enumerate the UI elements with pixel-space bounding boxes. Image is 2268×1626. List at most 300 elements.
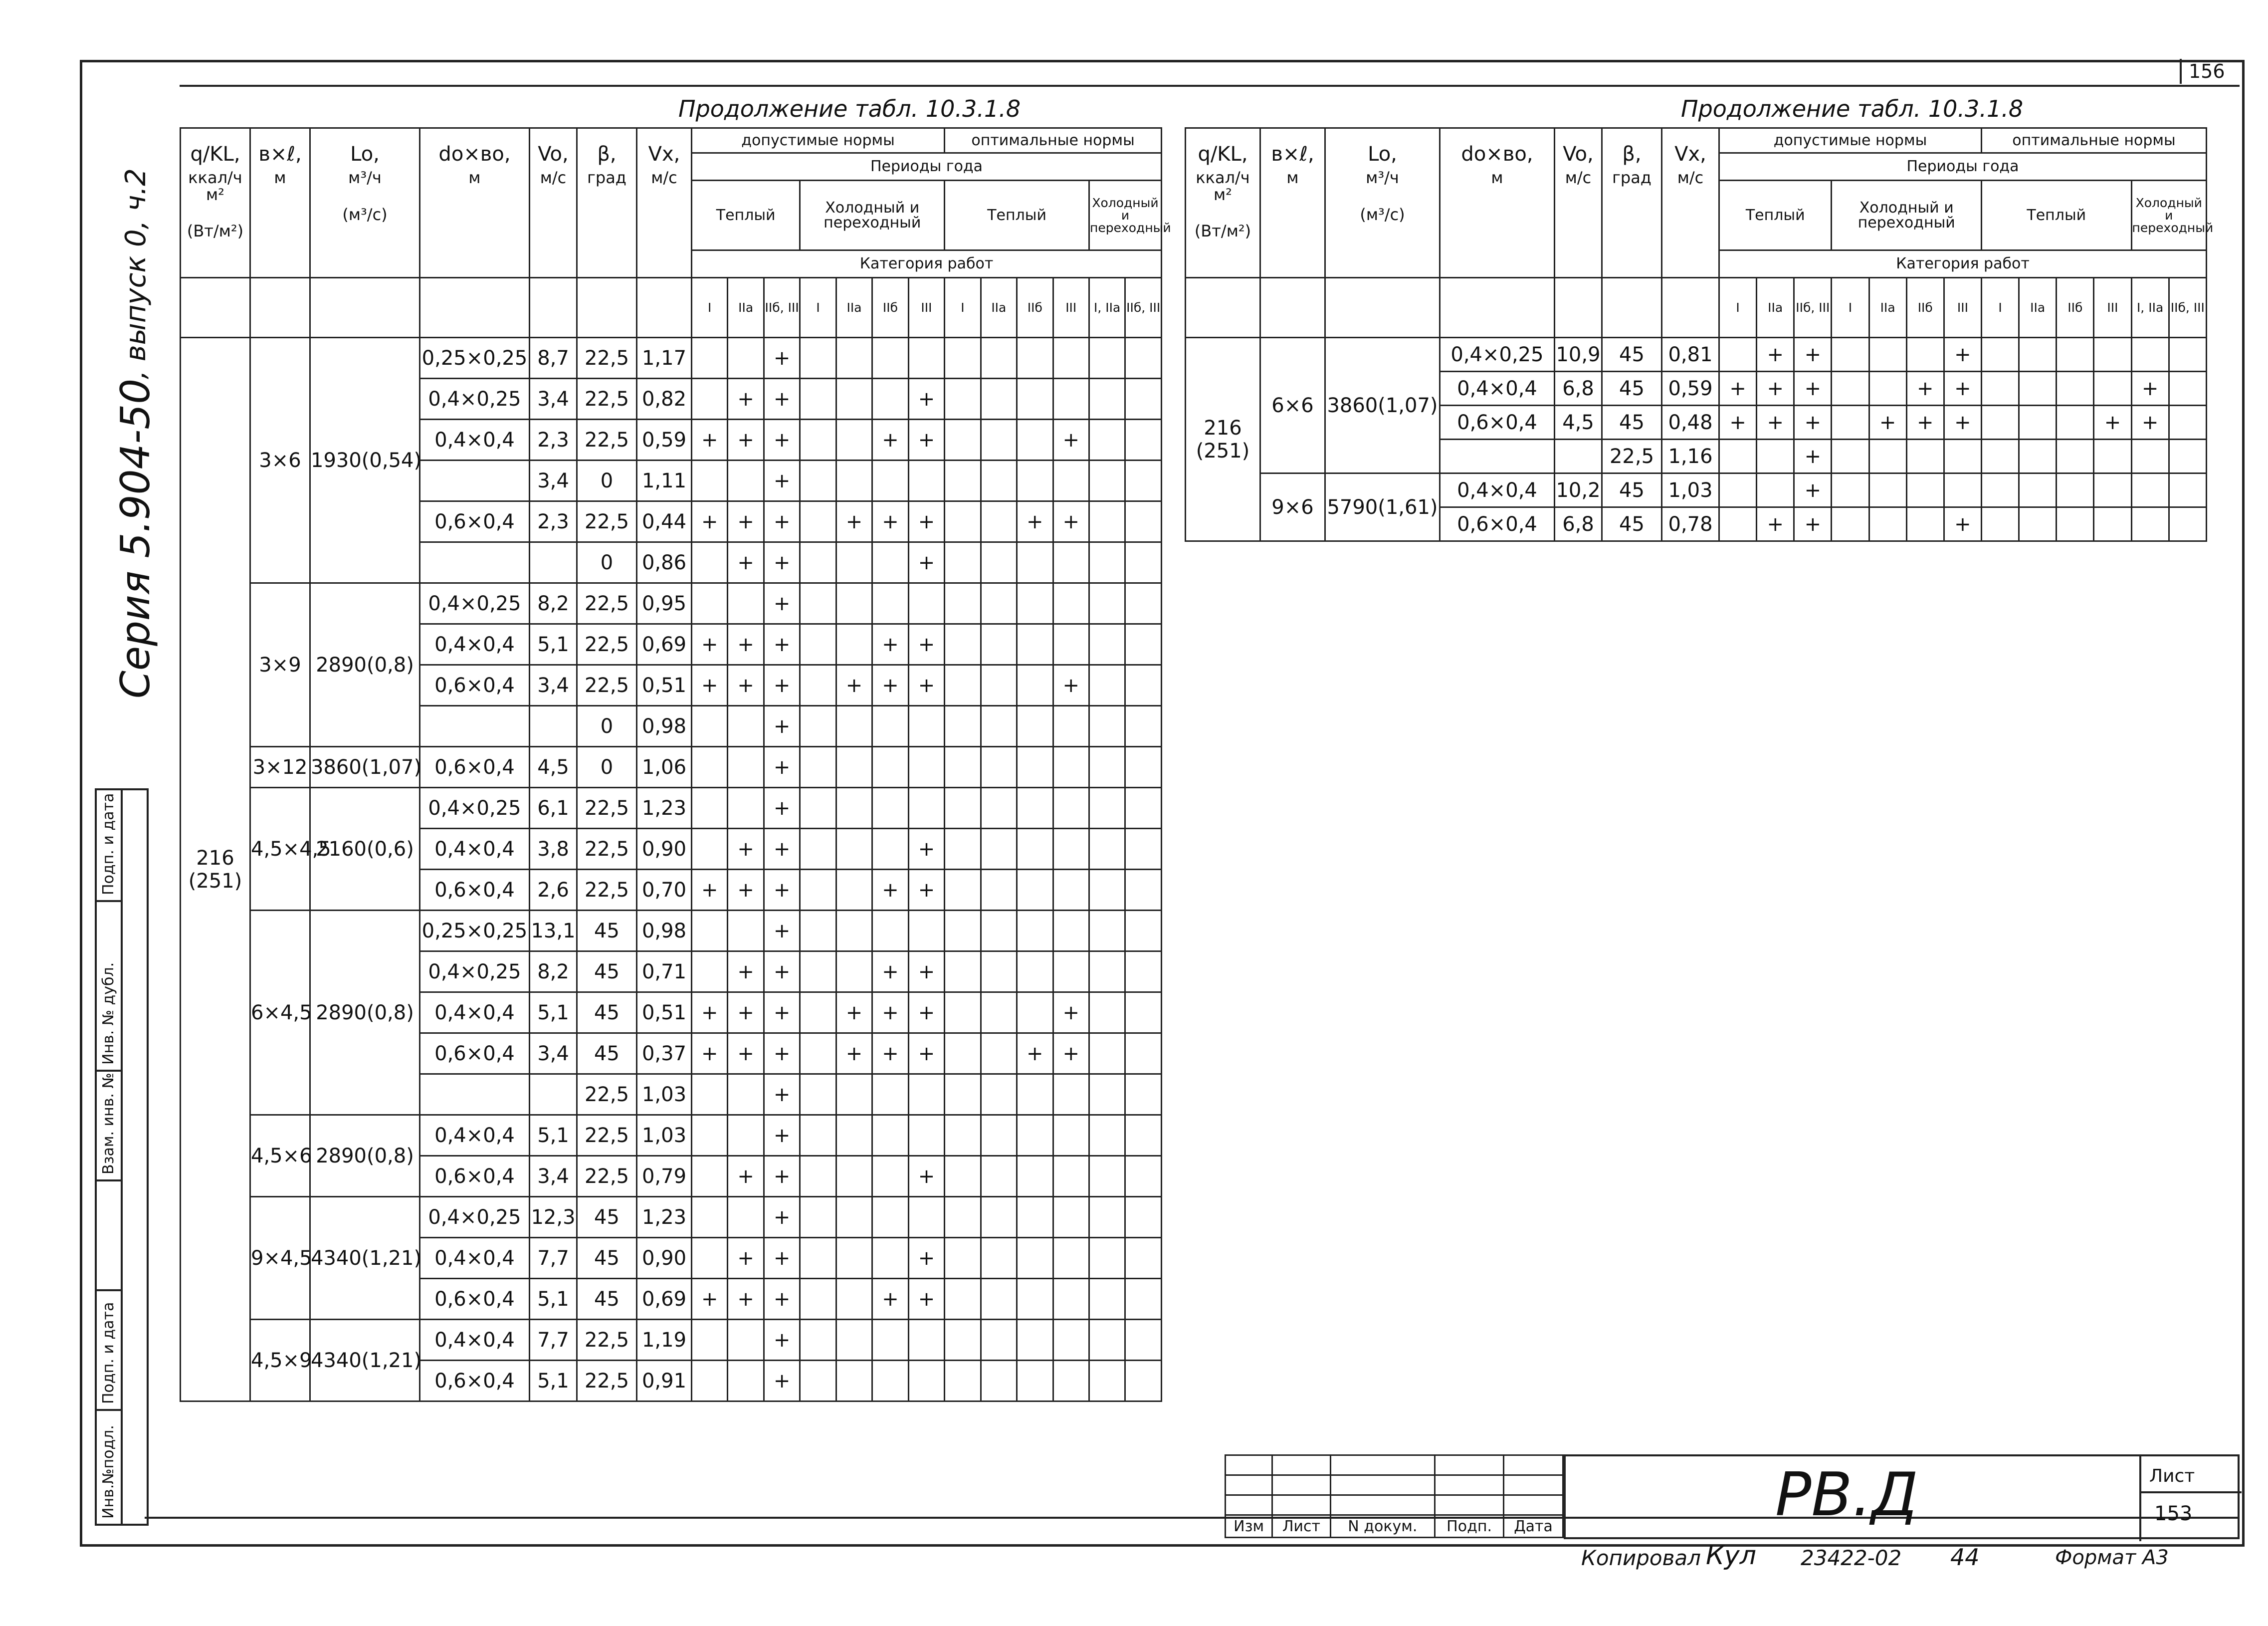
category-code: IIб, III — [1794, 278, 1832, 338]
empty-mark — [2131, 440, 2169, 473]
cell-d: 0,4×0,25 — [420, 788, 530, 829]
header-doxbo — [420, 128, 530, 278]
empty-mark — [2019, 338, 2057, 372]
plus-mark: + — [728, 1033, 764, 1074]
empty-mark — [1053, 1279, 1089, 1320]
category-code: I — [692, 278, 728, 338]
empty-mark — [1053, 1115, 1089, 1156]
empty-mark — [1089, 992, 1125, 1033]
empty-mark — [2019, 406, 2057, 440]
plus-mark: + — [1906, 406, 1944, 440]
empty-mark — [872, 829, 908, 870]
header-spacer — [250, 278, 310, 338]
empty-mark — [800, 788, 836, 829]
plus-mark: + — [764, 1361, 800, 1401]
empty-mark — [1869, 372, 1906, 406]
empty-mark — [1089, 1320, 1125, 1361]
header-bxl — [1260, 128, 1325, 278]
empty-mark — [945, 665, 981, 706]
plus-mark: + — [764, 911, 800, 951]
empty-mark — [836, 788, 872, 829]
cell-x: 0,98 — [637, 706, 692, 747]
empty-mark — [945, 951, 981, 992]
empty-mark — [1125, 1115, 1162, 1156]
cell-v — [1555, 440, 1602, 473]
empty-mark — [800, 583, 836, 624]
plus-mark: + — [2131, 406, 2169, 440]
side-stamp-4: Инв. № дубл. — [100, 962, 117, 1065]
empty-mark — [1089, 706, 1125, 747]
empty-mark — [872, 379, 908, 420]
cell-b: 45 — [577, 911, 637, 951]
side-stamp-3: Взам. инв. № — [100, 1073, 117, 1174]
cell-v: 2,3 — [530, 501, 577, 542]
empty-mark — [692, 788, 728, 829]
plus-mark: + — [908, 829, 944, 870]
empty-mark — [1906, 440, 1944, 473]
empty-mark — [2131, 338, 2169, 372]
plus-mark: + — [872, 501, 908, 542]
plus-mark: + — [872, 1033, 908, 1074]
empty-mark — [981, 338, 1017, 379]
side-stamp-5: Подп. и дата — [100, 793, 117, 895]
empty-mark — [945, 1238, 981, 1279]
empty-mark — [945, 1197, 981, 1238]
empty-mark — [836, 1320, 872, 1361]
stamp-col-izm: Изм — [1226, 1515, 1272, 1538]
plus-mark: + — [1053, 665, 1089, 706]
cell-v: 6,1 — [530, 788, 577, 829]
empty-mark — [908, 1115, 944, 1156]
empty-mark — [872, 1197, 908, 1238]
category-code: III — [2094, 278, 2131, 338]
airflow-cell: 1930(0,54) — [310, 338, 420, 583]
empty-mark — [908, 911, 944, 951]
cell-x: 1,03 — [637, 1115, 692, 1156]
cell-v: 7,7 — [530, 1238, 577, 1279]
empty-mark — [1906, 338, 1944, 372]
cell-d: 0,4×0,4 — [1440, 372, 1555, 406]
header-lo — [1325, 128, 1440, 278]
cell-b: 45 — [577, 1238, 637, 1279]
q-value-w: (251) — [188, 869, 242, 893]
cell-d: 0,25×0,25 — [420, 911, 530, 951]
footer-copied: Копировал — [1581, 1546, 1701, 1570]
cell-d: 0,6×0,4 — [420, 1279, 530, 1320]
empty-mark — [981, 1156, 1017, 1197]
empty-mark — [692, 461, 728, 501]
empty-mark — [1869, 473, 1906, 507]
empty-mark — [945, 338, 981, 379]
cell-x: 0,81 — [1662, 338, 1719, 372]
plus-mark: + — [908, 1238, 944, 1279]
empty-mark — [2057, 372, 2094, 406]
table-row — [181, 788, 1162, 829]
cell-d: 0,4×0,4 — [420, 1115, 530, 1156]
airflow-cell: 3860(1,07) — [1325, 338, 1440, 473]
cell-b: 45 — [1602, 507, 1662, 541]
empty-mark — [1017, 624, 1053, 665]
cell-v: 5,1 — [530, 992, 577, 1033]
footer-num: 44 — [1950, 1544, 1980, 1571]
cell-x: 1,17 — [637, 338, 692, 379]
table-row — [181, 747, 1162, 788]
plus-mark: + — [692, 665, 728, 706]
header-spacer — [577, 278, 637, 338]
empty-mark — [981, 706, 1017, 747]
header-bxl-unit: м — [1286, 168, 1299, 187]
plus-mark: + — [764, 1279, 800, 1320]
cell-b: 22,5 — [577, 1156, 637, 1197]
header-spacer — [1662, 278, 1719, 338]
empty-mark — [2094, 507, 2131, 541]
cell-x: 0,86 — [637, 542, 692, 583]
cell-b: 45 — [1602, 372, 1662, 406]
empty-mark — [945, 829, 981, 870]
empty-mark — [945, 461, 981, 501]
category-code: I, IIа — [2131, 278, 2169, 338]
plus-mark: + — [764, 1033, 800, 1074]
plus-mark: + — [1053, 1033, 1089, 1074]
empty-mark — [1089, 1197, 1125, 1238]
cell-x: 1,23 — [637, 1197, 692, 1238]
cell-v: 3,4 — [530, 665, 577, 706]
empty-mark — [1757, 473, 1794, 507]
empty-mark — [1125, 992, 1162, 1033]
empty-mark — [1053, 1361, 1089, 1401]
empty-mark — [981, 1074, 1017, 1115]
cell-b: 22,5 — [577, 1115, 637, 1156]
plus-mark: + — [728, 420, 764, 461]
empty-mark — [800, 1074, 836, 1115]
empty-mark — [800, 1033, 836, 1074]
size-cell: 9×6 — [1260, 473, 1325, 541]
empty-mark — [1053, 542, 1089, 583]
empty-mark — [1125, 1197, 1162, 1238]
header-warm-opt: Теплый — [1981, 181, 2131, 250]
plus-mark: + — [908, 870, 944, 911]
empty-mark — [836, 461, 872, 501]
empty-mark — [1017, 1074, 1053, 1115]
q-value-kcal: 216 — [196, 846, 234, 870]
cell-d: 0,4×0,25 — [420, 379, 530, 420]
empty-mark — [692, 1115, 728, 1156]
cell-d: 0,4×0,25 — [420, 951, 530, 992]
plus-mark: + — [2094, 406, 2131, 440]
cell-x: 0,78 — [1662, 507, 1719, 541]
plus-mark: + — [764, 1238, 800, 1279]
empty-mark — [1944, 473, 1981, 507]
empty-mark — [1017, 338, 1053, 379]
plus-mark: + — [764, 951, 800, 992]
cell-v: 5,1 — [530, 624, 577, 665]
empty-mark — [1125, 501, 1162, 542]
empty-mark — [981, 1238, 1017, 1279]
header-cold-opt: Холодный и переходный — [1089, 181, 1161, 250]
empty-mark — [1869, 338, 1906, 372]
empty-mark — [836, 420, 872, 461]
plus-mark: + — [728, 1238, 764, 1279]
empty-mark — [836, 379, 872, 420]
empty-mark — [945, 501, 981, 542]
header-lo-unit: м³/ч — [1366, 168, 1399, 187]
empty-mark — [800, 1361, 836, 1401]
cell-x: 0,91 — [637, 1361, 692, 1401]
empty-mark — [836, 951, 872, 992]
empty-mark — [981, 788, 1017, 829]
cell-x: 1,23 — [637, 788, 692, 829]
cell-x: 0,51 — [637, 665, 692, 706]
plus-mark: + — [764, 1320, 800, 1361]
empty-mark — [872, 1361, 908, 1401]
corner-number: 156 — [2180, 59, 2232, 84]
header-vx-label: Vx, — [1674, 143, 1706, 166]
left-caption: Продолжение табл. 10.3.1.8 — [678, 95, 1021, 122]
category-code: I — [945, 278, 981, 338]
empty-mark — [1832, 372, 1869, 406]
airflow-cell: 3860(1,07) — [310, 747, 420, 788]
empty-mark — [836, 1279, 872, 1320]
empty-mark — [1089, 951, 1125, 992]
plus-mark: + — [1719, 372, 1757, 406]
airflow-cell: 2890(0,8) — [310, 583, 420, 747]
empty-mark — [800, 829, 836, 870]
plus-mark: + — [764, 829, 800, 870]
empty-mark — [945, 379, 981, 420]
empty-mark — [2094, 372, 2131, 406]
empty-mark — [728, 1320, 764, 1361]
empty-mark — [981, 747, 1017, 788]
empty-mark — [981, 870, 1017, 911]
empty-mark — [2094, 473, 2131, 507]
empty-mark — [1017, 542, 1053, 583]
cell-b: 22,5 — [577, 379, 637, 420]
empty-mark — [981, 379, 1017, 420]
table-row — [181, 583, 1162, 624]
plus-mark: + — [836, 665, 872, 706]
empty-mark — [872, 1156, 908, 1197]
empty-mark — [908, 788, 944, 829]
size-cell: 6×6 — [1260, 338, 1325, 473]
header-spacer — [1325, 278, 1440, 338]
size-cell: 4,5×9 — [250, 1320, 310, 1401]
series-label — [112, 379, 159, 698]
category-code: IIа — [728, 278, 764, 338]
header-bxl-label: в×ℓ, — [1271, 143, 1314, 166]
q-value — [1186, 338, 1260, 541]
plus-mark: + — [1017, 1033, 1053, 1074]
cell-b: 22,5 — [577, 870, 637, 911]
empty-mark — [872, 542, 908, 583]
empty-mark — [2169, 372, 2206, 406]
header-cold-opt: Холодный и переходный — [2131, 181, 2206, 250]
plus-mark: + — [1757, 406, 1794, 440]
plus-mark: + — [728, 542, 764, 583]
empty-mark — [1053, 379, 1089, 420]
table-row — [181, 1197, 1162, 1238]
empty-mark — [836, 1197, 872, 1238]
right-table — [1185, 127, 2214, 542]
plus-mark: + — [764, 583, 800, 624]
empty-mark — [1053, 788, 1089, 829]
plus-mark: + — [728, 829, 764, 870]
empty-mark — [800, 706, 836, 747]
empty-mark — [1053, 583, 1089, 624]
plus-mark: + — [764, 1074, 800, 1115]
empty-mark — [945, 992, 981, 1033]
footer-format: Формат А3 — [2055, 1546, 2169, 1569]
header-q-unit: ккал/ч м² — [1196, 168, 1250, 204]
header-lo-label: Lo, — [350, 143, 380, 166]
empty-mark — [945, 1320, 981, 1361]
header-spacer — [181, 278, 250, 338]
header-vx — [637, 128, 692, 278]
plus-mark: + — [764, 338, 800, 379]
header-cold: Холодный и переходный — [800, 181, 945, 250]
empty-mark — [1017, 911, 1053, 951]
plus-mark: + — [908, 992, 944, 1033]
empty-mark — [1089, 788, 1125, 829]
plus-mark: + — [764, 501, 800, 542]
cell-v: 2,3 — [530, 420, 577, 461]
empty-mark — [836, 870, 872, 911]
empty-mark — [908, 461, 944, 501]
cell-b: 22,5 — [577, 583, 637, 624]
cell-v: 3,4 — [530, 1156, 577, 1197]
header-spacer — [1186, 278, 1260, 338]
cell-d: 0,4×0,4 — [420, 1238, 530, 1279]
empty-mark — [1125, 583, 1162, 624]
plus-mark: + — [764, 992, 800, 1033]
header-lo-unit: (м³/с) — [342, 205, 388, 224]
cell-x: 0,44 — [637, 501, 692, 542]
empty-mark — [800, 665, 836, 706]
plus-mark: + — [764, 870, 800, 911]
right-caption: Продолжение табл. 10.3.1.8 — [1681, 95, 2024, 122]
stamp-col-list: Лист — [1272, 1515, 1330, 1538]
cell-d: 0,4×0,4 — [1440, 473, 1555, 507]
cell-d — [1440, 440, 1555, 473]
cell-v: 5,1 — [530, 1279, 577, 1320]
empty-mark — [981, 1033, 1017, 1074]
empty-mark — [1125, 338, 1162, 379]
side-stamp-1: Инв.№подл. — [100, 1425, 117, 1519]
empty-mark — [1125, 1033, 1162, 1074]
sheet-number: 153 — [2154, 1502, 2193, 1525]
empty-mark — [728, 911, 764, 951]
plus-mark: + — [1794, 440, 1832, 473]
empty-mark — [981, 992, 1017, 1033]
header-vo-label: Vo, — [1563, 143, 1594, 166]
cell-b: 22,5 — [577, 338, 637, 379]
plus-mark: + — [908, 1279, 944, 1320]
size-cell: 4,5×6 — [250, 1115, 310, 1197]
header-warm-opt: Теплый — [945, 181, 1089, 250]
cell-v: 7,7 — [530, 1320, 577, 1361]
empty-mark — [1125, 1361, 1162, 1401]
cell-x: 1,11 — [637, 461, 692, 501]
plus-mark: + — [692, 1033, 728, 1074]
empty-mark — [945, 911, 981, 951]
plus-mark: + — [764, 461, 800, 501]
plus-mark: + — [836, 992, 872, 1033]
empty-mark — [945, 788, 981, 829]
plus-mark: + — [836, 1033, 872, 1074]
empty-mark — [908, 1197, 944, 1238]
header-lo-unit: (м³/с) — [1360, 205, 1405, 224]
empty-mark — [1017, 788, 1053, 829]
empty-mark — [981, 420, 1017, 461]
empty-mark — [1089, 870, 1125, 911]
plus-mark: + — [872, 420, 908, 461]
empty-mark — [728, 1115, 764, 1156]
empty-mark — [1017, 1115, 1053, 1156]
empty-mark — [1017, 1197, 1053, 1238]
empty-mark — [692, 706, 728, 747]
category-code: I — [1981, 278, 2019, 338]
plus-mark: + — [728, 992, 764, 1033]
stamp-title: РВ.Д — [1775, 1460, 1918, 1530]
cell-d: 0,6×0,4 — [420, 665, 530, 706]
empty-mark — [2057, 440, 2094, 473]
empty-mark — [1017, 870, 1053, 911]
empty-mark — [692, 747, 728, 788]
empty-mark — [1053, 706, 1089, 747]
empty-mark — [981, 501, 1017, 542]
empty-mark — [2131, 473, 2169, 507]
empty-mark — [1089, 1238, 1125, 1279]
cell-b: 22,5 — [577, 788, 637, 829]
empty-mark — [800, 1238, 836, 1279]
empty-mark — [1125, 1279, 1162, 1320]
header-bxl — [250, 128, 310, 278]
side-stamp — [95, 788, 149, 1526]
cell-x: 0,69 — [637, 1279, 692, 1320]
empty-mark — [1053, 338, 1089, 379]
cell-b: 22,5 — [577, 829, 637, 870]
empty-mark — [800, 951, 836, 992]
cell-d: 0,4×0,4 — [420, 1320, 530, 1361]
cell-v: 4,5 — [1555, 406, 1602, 440]
empty-mark — [1125, 542, 1162, 583]
cell-x: 0,51 — [637, 992, 692, 1033]
empty-mark — [945, 1279, 981, 1320]
empty-mark — [1053, 870, 1089, 911]
empty-mark — [908, 583, 944, 624]
header-lo — [310, 128, 420, 278]
empty-mark — [1981, 372, 2019, 406]
empty-mark — [800, 992, 836, 1033]
cell-b: 22,5 — [577, 1320, 637, 1361]
empty-mark — [908, 747, 944, 788]
empty-mark — [692, 829, 728, 870]
title-block — [1564, 1454, 2240, 1539]
empty-mark — [1053, 829, 1089, 870]
plus-mark: + — [764, 1197, 800, 1238]
empty-mark — [872, 1238, 908, 1279]
empty-mark — [1125, 829, 1162, 870]
plus-mark: + — [728, 501, 764, 542]
header-warm: Теплый — [1719, 181, 1832, 250]
empty-mark — [1125, 1238, 1162, 1279]
category-code: IIб, III — [764, 278, 800, 338]
plus-mark: + — [692, 420, 728, 461]
empty-mark — [981, 1320, 1017, 1361]
cell-d: 0,6×0,4 — [1440, 507, 1555, 541]
empty-mark — [2169, 406, 2206, 440]
header-doxbo-unit: м — [1491, 168, 1503, 187]
q-value — [181, 338, 250, 1401]
